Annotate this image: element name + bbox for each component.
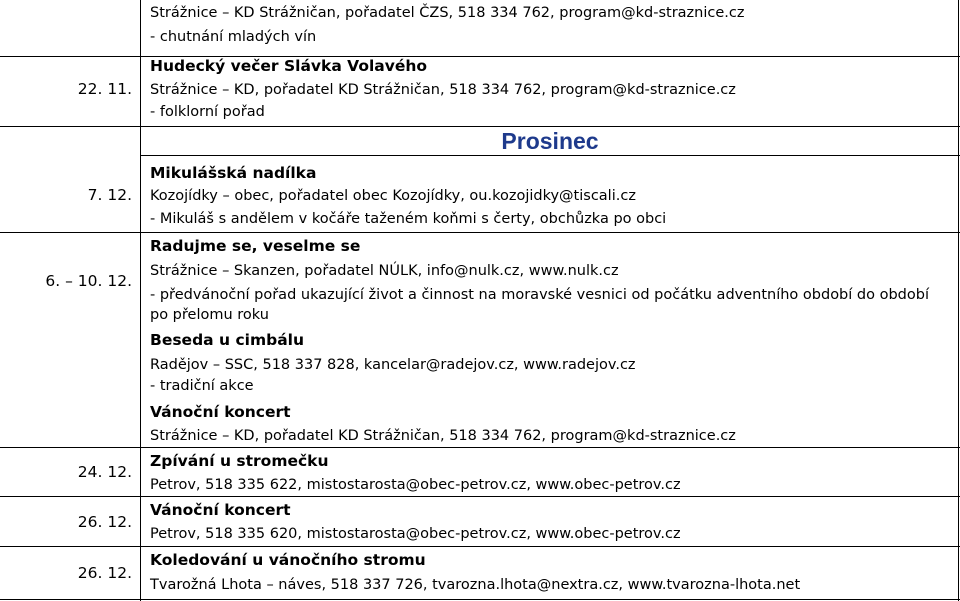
event-description: - folklorní pořad	[150, 104, 265, 120]
event-date: 26. 12.	[77, 513, 132, 531]
month-heading: Prosinec	[501, 128, 599, 154]
event-description: - předvánoční pořad ukazující život a činnost na moravské vesnici od počátku adventního období do období	[150, 287, 929, 303]
event-title: Radujme se, veselme se	[150, 237, 361, 255]
event-info: Strážnice – KD Strážničan, pořadatel ČZS, 518 334 762, program@kd-straznice.cz	[150, 5, 745, 21]
event-info: Petrov, 518 335 620, mistostarosta@obec-petrov.cz, www.obec-petrov.cz	[150, 526, 681, 542]
column-divider	[140, 0, 141, 601]
event-date: 7. 12.	[87, 186, 132, 204]
row-divider	[0, 496, 960, 497]
event-date: 26. 12.	[77, 564, 132, 582]
event-title: Mikulášská nadílka	[150, 164, 317, 182]
row-divider	[140, 155, 960, 156]
event-description: po přelomu roku	[150, 307, 269, 323]
row-divider	[0, 546, 960, 547]
event-title: Beseda u cimbálu	[150, 331, 305, 349]
event-info: Strážnice – KD, pořadatel KD Strážničan, 518 334 762, program@kd-straznice.cz	[150, 428, 736, 444]
event-description: - chutnání mladých vín	[150, 29, 317, 45]
event-date: 22. 11.	[77, 80, 132, 98]
event-title: Zpívání u stromečku	[150, 452, 329, 470]
event-info: Petrov, 518 335 622, mistostarosta@obec-petrov.cz, www.obec-petrov.cz	[150, 477, 681, 493]
event-title: Vánoční koncert	[150, 501, 291, 519]
row-divider	[0, 447, 960, 448]
row-divider	[0, 599, 960, 600]
event-info: Radějov – SSC, 518 337 828, kancelar@radejov.cz, www.radejov.cz	[150, 357, 636, 373]
event-info: Tvarožná Lhota – náves, 518 337 726, tvarozna.lhota@nextra.cz, www.tvarozna-lhota.net	[150, 577, 801, 593]
row-divider	[0, 56, 960, 57]
event-date: 24. 12.	[77, 463, 132, 481]
event-info: Strážnice – KD, pořadatel KD Strážničan, 518 334 762, program@kd-straznice.cz	[150, 82, 736, 98]
event-title: Hudecký večer Slávka Volavého	[150, 57, 428, 75]
row-divider	[0, 232, 960, 233]
event-description: - Mikuláš s andělem v kočáře taženém koňmi s čerty, obchůzka po obci	[150, 211, 667, 227]
event-info: Kozojídky – obec, pořadatel obec Kozojídky, ou.kozojidky@tiscali.cz	[150, 188, 636, 204]
event-title: Koledování u vánočního stromu	[150, 551, 426, 569]
right-border	[958, 0, 959, 601]
row-divider	[0, 126, 960, 127]
event-description: - tradiční akce	[150, 378, 254, 394]
event-date: 6. – 10. 12.	[45, 272, 132, 290]
event-title: Vánoční koncert	[150, 403, 291, 421]
event-info: Strážnice – Skanzen, pořadatel NÚLK, info@nulk.cz, www.nulk.cz	[150, 263, 619, 279]
